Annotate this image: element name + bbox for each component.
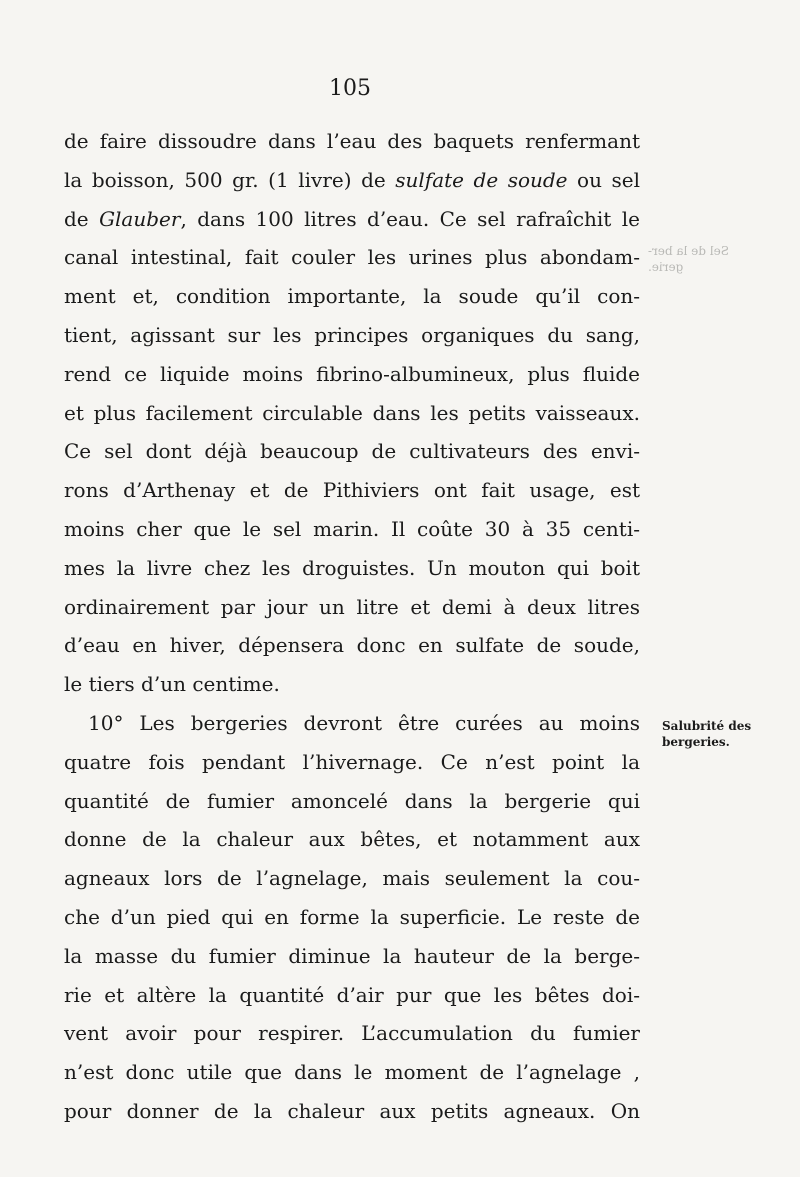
bleed-through-margin-note xyxy=(648,243,768,275)
text-line: mes la livre chez les droguistes. Un mouton qui boit xyxy=(64,555,640,580)
text-line: n’est donc utile que dans le moment de l’agnelage , xyxy=(64,1060,640,1085)
text-line: rons d’Arthenay et de Pithiviers ont fait usage, est xyxy=(64,478,640,503)
text-line: quatre fois pendant l’hivernage. Ce n’est point la xyxy=(64,749,640,774)
text-line: et plus facilement circulable dans les petits vaisseaux. xyxy=(64,400,640,425)
text-line: d’eau en hiver, dépensera donc en sulfate de soude, xyxy=(64,633,640,658)
text-line: de faire dissoudre dans l’eau des baquets renfermant xyxy=(64,129,640,153)
text-line: moins cher que le sel marin. Il coûte 30 à 35 centi- xyxy=(64,516,640,541)
text-line: la boisson, 500 gr. (1 livre) de sulfate de soude ou sel xyxy=(64,167,640,192)
margin-note-line: Sel de la ber- xyxy=(648,244,729,258)
text-line: ment et, condition importante, la soude qu’il con- xyxy=(64,284,640,309)
paragraph-sulfate-de-soude xyxy=(64,122,640,704)
margin-note-salubrite xyxy=(662,718,772,750)
text-line: che d’un pied qui en forme la superficie. Le reste de xyxy=(64,904,640,929)
text-line: ordinairement par jour un litre et demi à deux litres xyxy=(64,594,640,619)
text-line: 10° Les bergeries devront être curées au moins xyxy=(88,710,640,735)
page-number: 105 xyxy=(329,76,371,101)
margin-note-line: bergeries. xyxy=(662,735,730,749)
text-line: donne de la chaleur aux bêtes, et notamment aux xyxy=(64,827,640,852)
text-line: rend ce liquide moins fibrino-albumineux, plus fluide xyxy=(64,361,640,386)
text-line: le tiers d’un centime. xyxy=(64,672,280,697)
text-line: Ce sel dont déjà beaucoup de cultivateurs des envi- xyxy=(64,439,640,464)
text-line: agneaux lors de l’agnelage, mais seulement la cou- xyxy=(64,866,640,891)
paragraph-bergeries xyxy=(64,704,640,1131)
text-line: quantité de fumier amoncelé dans la bergerie qui xyxy=(64,788,640,813)
text-line: pour donner de la chaleur aux petits agneaux. On xyxy=(64,1098,640,1123)
text-line: tient, agissant sur les principes organiques du sang, xyxy=(64,322,640,347)
text-line: de Glauber, dans 100 litres d’eau. Ce sel rafraîchit le xyxy=(64,206,640,231)
margin-note-line: Salubrité des xyxy=(662,719,752,733)
body-text xyxy=(64,122,640,1131)
text-line: canal intestinal, fait couler les urines plus abondam- xyxy=(64,245,640,270)
text-line: la masse du fumier diminue la hauteur de la berge- xyxy=(64,943,640,968)
margin-note-line: gerie. xyxy=(648,260,684,274)
text-line: rie et altère la quantité d’air pur que les bêtes doi- xyxy=(64,982,640,1007)
text-line: vent avoir pour respirer. L’accumulation du fumier xyxy=(64,1021,640,1046)
